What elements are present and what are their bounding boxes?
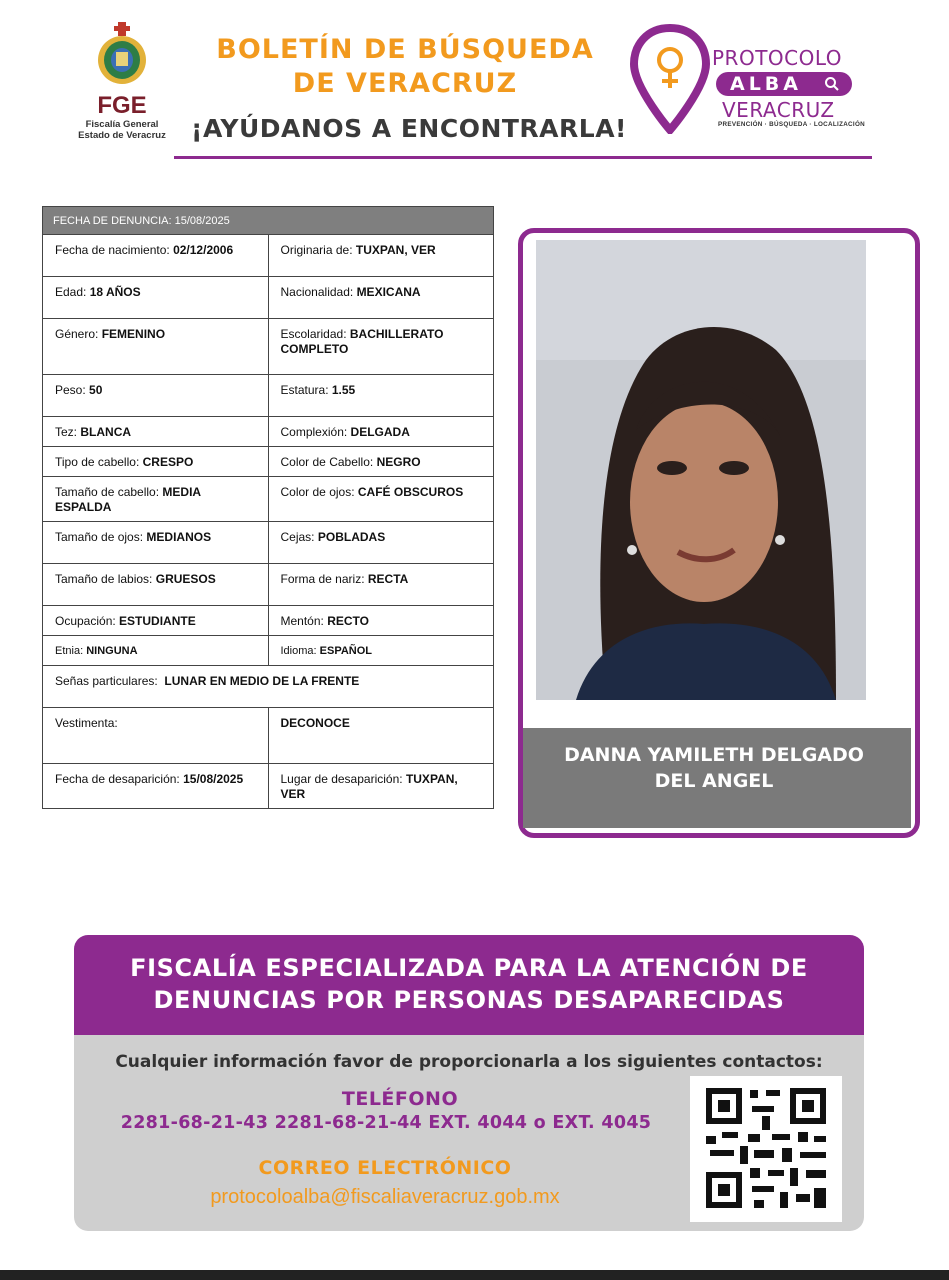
table-row (43, 319, 494, 375)
table-cell (268, 606, 494, 636)
table-cell (268, 417, 494, 447)
table-cell (43, 666, 494, 708)
clothing-value: DECONOCE (280, 716, 350, 730)
bulletin-title-line2: DE VERACRUZ (292, 68, 518, 99)
occupation-label: Ocupación: (55, 614, 116, 628)
hair-type-value: CRESPO (142, 455, 194, 469)
language-label: Idioma: (280, 645, 317, 657)
disappearance-place-label: Lugar de desaparición: (280, 772, 403, 786)
alba-veracruz: VERACRUZ (722, 98, 835, 122)
schooling-value: BACHILLERATO COMPLETO (280, 327, 444, 356)
clothing-label: Vestimenta: (55, 716, 118, 730)
occupation-value: ESTUDIANTE (119, 614, 196, 628)
alba-protocolo: PROTOCOLO (712, 46, 843, 70)
table-row (43, 477, 494, 522)
age-label: Edad: (55, 285, 87, 299)
table-row (43, 564, 494, 606)
table-row (43, 522, 494, 564)
table-cell (268, 564, 494, 606)
disappearance-date-label: Fecha de desaparición: (55, 772, 180, 786)
email-label: CORREO ELECTRÓNICO (258, 1157, 512, 1179)
table-cell (43, 277, 269, 319)
table-cell (43, 319, 269, 375)
nationality-value: MEXICANA (356, 285, 421, 299)
table-cell (43, 477, 269, 522)
fge-sub-line2: Estado de Veracruz (78, 130, 166, 141)
agency-line1: FISCALÍA ESPECIALIZADA PARA LA ATENCIÓN DE (130, 954, 808, 982)
table-cell (43, 636, 269, 666)
hair-color-value: NEGRO (376, 455, 421, 469)
agency-line2: DENUNCIAS POR PERSONAS DESAPARECIDAS (153, 986, 785, 1014)
nose-value: RECTA (367, 572, 409, 586)
origin-value: TUXPAN, VER (355, 243, 436, 257)
qr-code[interactable] (690, 1076, 842, 1222)
skin-value: BLANCA (80, 425, 132, 439)
chin-value: RECTO (327, 614, 369, 628)
hair-length-label: Tamaño de cabello: (55, 485, 160, 499)
person-name-line1: DANNA YAMILETH DELGADO (564, 744, 864, 766)
marks-value: LUNAR EN MEDIO DE LA FRENTE (164, 674, 360, 688)
eyebrows-value: POBLADAS (317, 530, 386, 544)
table-cell (268, 764, 494, 809)
person-name-line2: DEL ANGEL (654, 770, 774, 792)
eye-size-label: Tamaño de ojos: (55, 530, 144, 544)
person-photo (536, 240, 866, 700)
eye-size-value: MEDIANOS (146, 530, 212, 544)
nose-label: Forma de nariz: (280, 572, 365, 586)
weight-label: Peso: (55, 383, 86, 397)
table-row (43, 666, 494, 708)
email-link[interactable]: protocoloalba@fiscaliaveracruz.gob.mx (210, 1186, 560, 1208)
chin-label: Mentón: (280, 614, 324, 628)
table-row (43, 375, 494, 417)
weight-value: 50 (89, 383, 103, 397)
qr-code-icon (690, 1076, 842, 1222)
build-label: Complexión: (280, 425, 348, 439)
marks-label: Señas particulares: (55, 674, 158, 688)
hair-type-label: Tipo de cabello: (55, 455, 140, 469)
height-value: 1.55 (331, 383, 356, 397)
age-value: 18 AÑOS (89, 285, 141, 299)
search-icon (824, 76, 840, 92)
table-cell (268, 522, 494, 564)
table-cell (268, 636, 494, 666)
bottom-bar (0, 1270, 949, 1280)
table-cell (43, 606, 269, 636)
table-cell (43, 522, 269, 564)
gender-label: Género: (55, 327, 99, 341)
table-cell (43, 417, 269, 447)
disappearance-date-value: 15/08/2025 (183, 772, 244, 786)
disappearance-place-value: TUXPAN, VER (280, 772, 458, 801)
alba-tagline: PREVENCIÓN · BÚSQUEDA · LOCALIZACIÓN (718, 121, 866, 128)
table-cell (43, 764, 269, 809)
table-header-row (43, 207, 494, 235)
phone-label: TELÉFONO (341, 1088, 459, 1110)
veracruz-shield-icon (94, 22, 150, 86)
origin-label: Originaria de: (280, 243, 353, 257)
table-cell (43, 375, 269, 417)
eye-color-label: Color de ojos: (280, 485, 355, 499)
schooling-label: Escolaridad: (280, 327, 347, 341)
fge-mark: FGE (97, 92, 147, 119)
hair-length-value: MEDIA ESPALDA (55, 485, 201, 514)
ethnicity-value: NINGUNA (86, 645, 138, 657)
table-row (43, 417, 494, 447)
table-row (43, 447, 494, 477)
table-row (43, 708, 494, 764)
table-cell (268, 235, 494, 277)
fge-sub-line1: Fiscalía General (85, 119, 159, 130)
table-row (43, 235, 494, 277)
nationality-label: Nacionalidad: (280, 285, 354, 299)
agency-banner-text (84, 952, 854, 1016)
birth-date-value: 02/12/2006 (173, 243, 234, 257)
language-value: ESPAÑOL (319, 645, 372, 657)
table-cell (43, 235, 269, 277)
table-cell (268, 477, 494, 522)
height-label: Estatura: (280, 383, 329, 397)
birth-date-label: Fecha de nacimiento: (55, 243, 170, 257)
lips-value: GRUESOS (155, 572, 216, 586)
table-row (43, 277, 494, 319)
table-row (43, 764, 494, 809)
phone-numbers: 2281-68-21-43 2281-68-21-44 EXT. 4044 o EXT. 4045 (120, 1113, 652, 1133)
gender-value: FEMENINO (101, 327, 166, 341)
eye-color-value: CAFÉ OBSCUROS (357, 485, 464, 499)
skin-label: Tez: (55, 425, 78, 439)
build-value: DELGADA (350, 425, 410, 439)
table-cell (268, 708, 494, 764)
table-cell (268, 319, 494, 375)
header-rule (174, 156, 872, 159)
fge-logo (72, 22, 172, 144)
hair-color-label: Color de Cabello: (280, 455, 374, 469)
table-cell (268, 375, 494, 417)
bulletin-title-line1: BOLETÍN DE BÚSQUEDA (216, 34, 594, 65)
table-row (43, 606, 494, 636)
help-subtitle: ¡AYÚDANOS A ENCONTRARLA! (191, 114, 627, 143)
person-name (530, 742, 898, 794)
ethnicity-label: Etnia: (55, 645, 84, 657)
lips-label: Tamaño de labios: (55, 572, 153, 586)
table-cell (43, 447, 269, 477)
table-cell (268, 277, 494, 319)
eyebrows-label: Cejas: (280, 530, 315, 544)
table-cell (43, 708, 269, 764)
contact-intro: Cualquier información favor de proporcionarla a los siguientes contactos: (115, 1052, 823, 1072)
alba-word: ALBA (730, 73, 802, 95)
table-row (43, 636, 494, 666)
report-date: FECHA DE DENUNCIA: 15/08/2025 (43, 207, 494, 235)
table-cell (43, 564, 269, 606)
person-data-table (42, 206, 494, 809)
table-cell (268, 447, 494, 477)
